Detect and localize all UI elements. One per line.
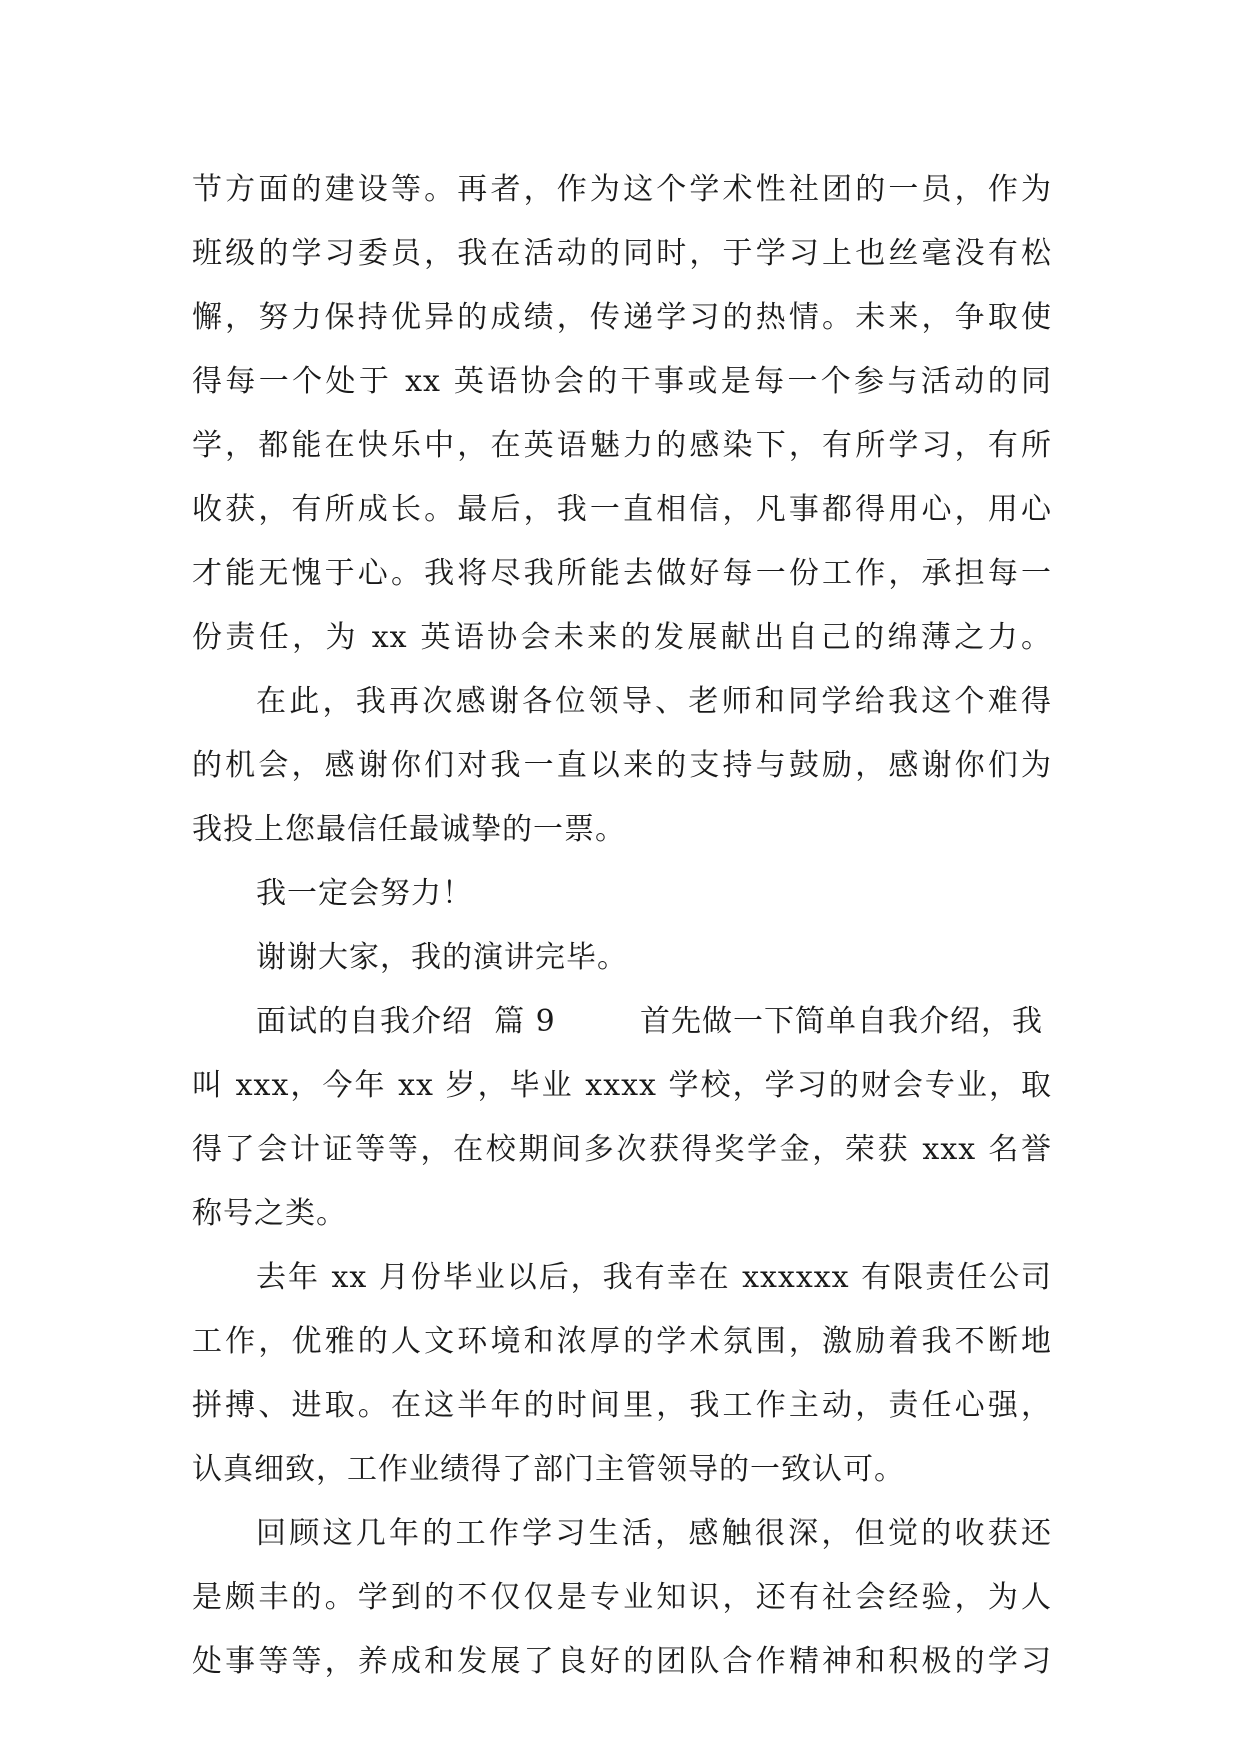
section-heading-line: 面试的自我介绍 篇 9 首先做一下简单自我介绍，我: [256, 1004, 1043, 1039]
text-line: 是颇丰的。学到的不仅仅是专业知识，还有社会经验，为人: [192, 1580, 1052, 1615]
text-line: 回顾这几年的工作学习生活，感触很深，但觉的收获还: [256, 1516, 1052, 1551]
text-line: 懈，努力保持优异的成绩，传递学习的热情。未来，争取使: [192, 300, 1052, 335]
text-line: 拼搏、进取。在这半年的时间里，我工作主动，责任心强，: [192, 1388, 1052, 1423]
text-line: 的机会，感谢你们对我一直以来的支持与鼓励，感谢你们为: [192, 748, 1052, 783]
text-line: 我一定会努力！: [256, 876, 473, 911]
text-line: 去年 xx 月份毕业以后，我有幸在 xxxxxx 有限责任公司: [256, 1260, 1052, 1295]
text-line: 我投上您最信任最诚挚的一票。: [192, 812, 626, 847]
text-line: 才能无愧于心。我将尽我所能去做好每一份工作，承担每一: [192, 556, 1052, 591]
document-body: [192, 158, 1052, 1694]
text-line: 得每一个处于 xx 英语协会的干事或是每一个参与活动的同: [192, 364, 1052, 399]
text-line: 收获，有所成长。最后，我一直相信，凡事都得用心，用心: [192, 492, 1052, 527]
text-line: 叫 xxx，今年 xx 岁，毕业 xxxx 学校，学习的财会专业，取: [192, 1068, 1052, 1103]
text-line: 份责任，为 xx 英语协会未来的发展献出自己的绵薄之力。: [192, 620, 1052, 655]
text-line: 认真细致，工作业绩得了部门主管领导的一致认可。: [192, 1452, 905, 1487]
text-line: 节方面的建设等。再者，作为这个学术性社团的一员，作为: [192, 172, 1052, 207]
text-line: 得了会计证等等，在校期间多次获得奖学金，荣获 xxx 名誉: [192, 1132, 1052, 1167]
text-line: 在此，我再次感谢各位领导、老师和同学给我这个难得: [256, 684, 1052, 719]
text-line: 称号之类。: [192, 1196, 347, 1231]
text-line: 处事等等，养成和发展了良好的团队合作精神和积极的学习: [192, 1644, 1052, 1679]
text-line: 学，都能在快乐中，在英语魅力的感染下，有所学习，有所: [192, 428, 1052, 463]
text-line: 班级的学习委员，我在活动的同时，于学习上也丝毫没有松: [192, 236, 1052, 271]
text-line: 谢谢大家，我的演讲完毕。: [256, 940, 628, 975]
text-line: 工作，优雅的人文环境和浓厚的学术氛围，激励着我不断地: [192, 1324, 1052, 1359]
